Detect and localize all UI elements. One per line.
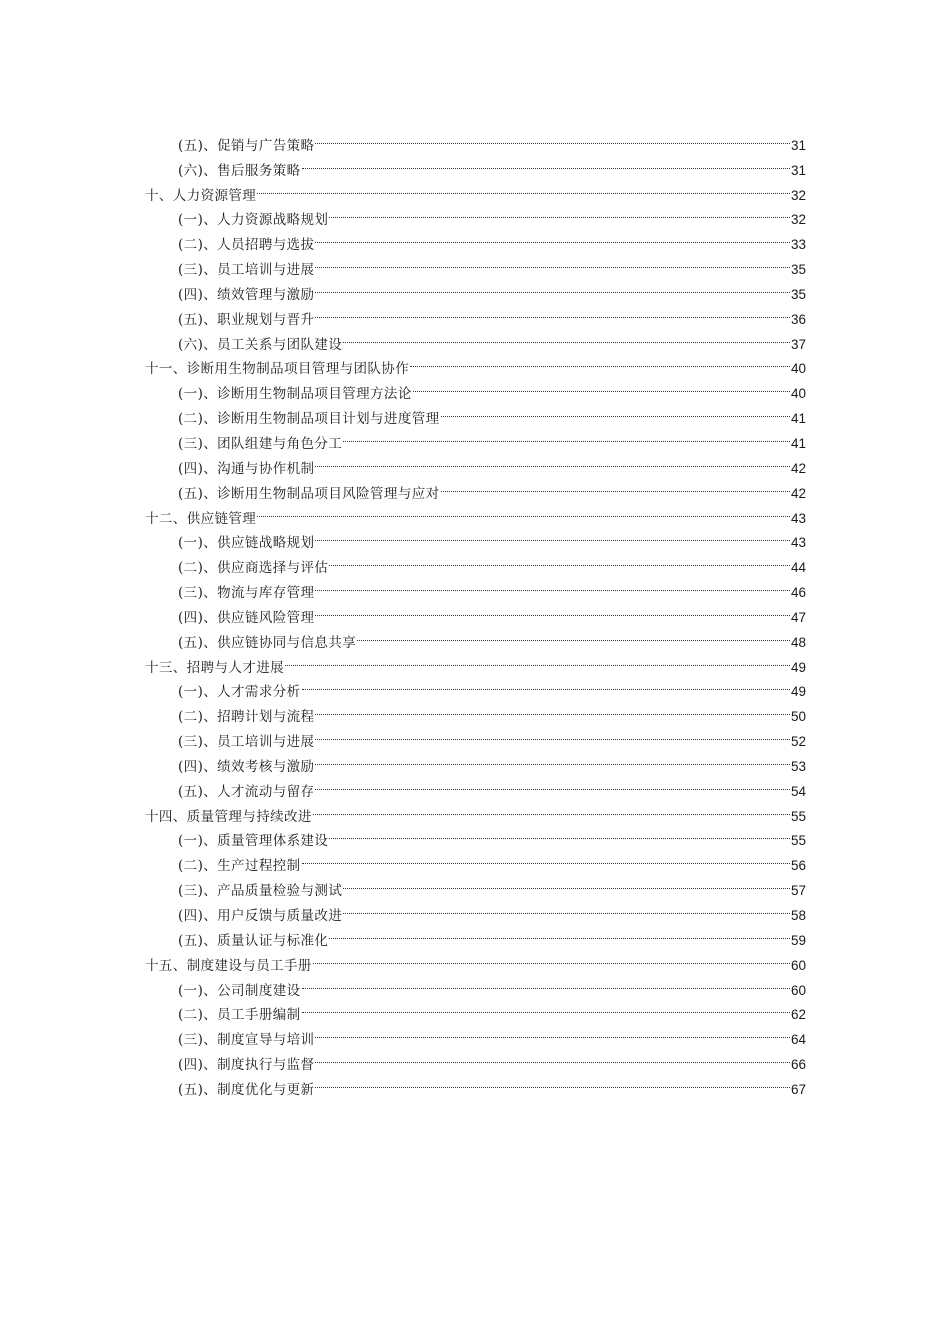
toc-dot-leader — [315, 1069, 790, 1094]
toc-dot-leader — [302, 672, 790, 697]
toc-page-number: 57 — [790, 883, 806, 899]
toc-entry-label: (四)、用户反馈与质量改进 — [178, 908, 343, 924]
toc-page-number: 35 — [790, 286, 806, 302]
toc-dot-leader — [315, 572, 790, 597]
toc-page-number: 50 — [790, 709, 806, 725]
toc-dot-leader — [313, 945, 790, 970]
toc-page-number: 66 — [790, 1057, 806, 1073]
toc-entry-label: (三)、制度宣导与培训 — [178, 1032, 315, 1049]
toc-entry-label: (三)、产品质量检验与测试 — [178, 883, 343, 900]
toc-page-number: 59 — [790, 932, 806, 948]
toc-entry-label: (五)、人才流动与留存 — [178, 783, 315, 800]
toc-dot-leader — [302, 995, 790, 1020]
toc-entry-label: (二)、诊断用生物制品项目计划与进度管理 — [178, 411, 440, 428]
toc-dot-leader — [315, 771, 790, 796]
toc-dot-leader — [315, 696, 790, 721]
toc-page-number: 31 — [790, 162, 806, 178]
toc-page-number: 49 — [790, 684, 806, 700]
toc-dot-leader — [329, 200, 790, 225]
toc-page-number: 43 — [790, 535, 806, 551]
toc-dot-leader — [257, 498, 790, 523]
toc-entry-label: (六)、售后服务策略 — [178, 162, 301, 179]
toc-page-number: 46 — [790, 585, 806, 601]
toc-entry-label: (二)、人员招聘与选拔 — [178, 237, 315, 254]
toc-entry-label: (五)、促销与广告策略 — [178, 137, 315, 154]
toc-dot-leader — [343, 324, 790, 349]
toc-dot-leader — [329, 821, 790, 846]
toc-dot-leader — [302, 845, 790, 870]
toc-entry-label: (五)、质量认证与标准化 — [178, 932, 329, 949]
toc-page-number: 42 — [790, 460, 806, 476]
toc-entry-label: (一)、人力资源战略规划 — [178, 212, 329, 229]
toc-page-number: 36 — [790, 311, 806, 327]
toc-page-number: 55 — [790, 808, 806, 824]
toc-dot-leader — [257, 175, 790, 200]
toc-page-number: 41 — [790, 411, 806, 427]
toc-page-number: 41 — [790, 435, 806, 451]
toc-entry-label: (三)、员工培训与进展 — [178, 262, 315, 279]
toc-dot-leader — [313, 796, 790, 821]
toc-page-number: 40 — [790, 361, 806, 377]
toc-dot-leader — [329, 920, 790, 945]
toc-page-number: 32 — [790, 212, 806, 228]
toc-entry-label: (一)、诊断用生物制品项目管理方法论 — [178, 386, 412, 403]
toc-entry-label: (四)、制度执行与监督 — [178, 1057, 315, 1074]
toc-dot-leader — [302, 970, 790, 995]
toc-page-number: 31 — [790, 137, 806, 153]
toc-page-number: 56 — [790, 858, 806, 874]
toc-page-number: 52 — [790, 734, 806, 750]
toc-dot-leader — [315, 448, 790, 473]
toc-dot-leader — [315, 597, 790, 622]
toc-entry-label: (二)、员工手册编制 — [178, 1007, 301, 1024]
toc-entry-label: (六)、员工关系与团队建设 — [178, 336, 343, 353]
toc-page-number: 47 — [790, 609, 806, 625]
toc-entry-label: (一)、公司制度建设 — [178, 982, 301, 999]
toc-page-number: 43 — [790, 510, 806, 526]
toc-entry-label: 十五、制度建设与员工手册 — [145, 957, 312, 974]
toc-page-number: 62 — [790, 1007, 806, 1023]
toc-entry-label: 十一、诊断用生物制品项目管理与团队协作 — [145, 361, 410, 378]
toc-dot-leader — [315, 1044, 790, 1069]
toc-page-number: 42 — [790, 485, 806, 501]
toc-page-number: 33 — [790, 237, 806, 253]
toc-entry-label: (二)、招聘计划与流程 — [178, 709, 315, 726]
toc-page-number: 60 — [790, 982, 806, 998]
toc-dot-leader — [285, 647, 790, 672]
toc-dot-leader — [410, 349, 790, 374]
toc-entry-label: (五)、职业规划与晋升 — [178, 311, 315, 328]
toc-page-number: 55 — [790, 833, 806, 849]
toc-dot-leader — [441, 398, 790, 423]
toc-section-entry[interactable] — [145, 125, 806, 154]
toc-entry-label: 十、人力资源管理 — [145, 187, 257, 204]
toc-dot-leader — [441, 473, 790, 498]
toc-page-number: 64 — [790, 1032, 806, 1048]
toc-entry-label: (五)、制度优化与更新 — [178, 1081, 315, 1098]
toc-dot-leader — [315, 523, 790, 548]
toc-page-number: 35 — [790, 262, 806, 278]
toc-entry-label: 十四、质量管理与持续改进 — [145, 808, 312, 825]
toc-entry-label: (四)、绩效管理与激励 — [178, 286, 315, 303]
toc-page-number: 58 — [790, 908, 806, 923]
toc-dot-leader — [315, 274, 790, 299]
toc-entry-label: 十二、供应链管理 — [145, 510, 257, 527]
toc-dot-leader — [343, 870, 790, 895]
toc-dot-leader — [315, 721, 790, 746]
toc-dot-leader — [413, 373, 790, 398]
toc-entry-label: (四)、供应链风险管理 — [178, 609, 315, 626]
toc-page-number: 53 — [790, 758, 806, 774]
toc-dot-leader — [315, 299, 790, 324]
toc-entry-label: (四)、绩效考核与激励 — [178, 758, 315, 775]
toc-page-number: 44 — [790, 560, 806, 576]
toc-page-number: 48 — [790, 634, 806, 650]
toc-page-number: 60 — [790, 957, 806, 973]
toc-page-number: 37 — [790, 336, 806, 352]
toc-page-number: 40 — [790, 386, 806, 402]
toc-entry-label: (一)、人才需求分析 — [178, 684, 301, 701]
toc-page-number: 54 — [790, 783, 806, 799]
toc-dot-leader — [315, 224, 790, 249]
toc-entry-label: (一)、供应链战略规划 — [178, 535, 315, 552]
toc-entry-label: (一)、质量管理体系建设 — [178, 833, 329, 850]
toc-entry-label: 十三、招聘与人才进展 — [145, 659, 284, 676]
toc-entry-label: (五)、供应链协同与信息共享 — [178, 634, 357, 651]
toc-page-number: 67 — [790, 1081, 806, 1097]
toc-dot-leader — [315, 125, 790, 150]
toc-dot-leader — [302, 150, 790, 175]
toc-entry-label: (三)、团队组建与角色分工 — [178, 435, 343, 452]
toc-dot-leader — [343, 423, 790, 448]
toc-dot-leader — [315, 1019, 790, 1044]
toc-dot-leader — [357, 622, 790, 647]
toc-dot-leader — [315, 746, 790, 771]
toc-page-number: 32 — [790, 187, 806, 203]
toc-entry-label: (二)、供应商选择与评估 — [178, 560, 329, 577]
toc-dot-leader — [343, 895, 790, 920]
table-of-contents — [145, 125, 806, 1098]
toc-page-number: 49 — [790, 659, 806, 675]
toc-dot-leader — [315, 249, 790, 274]
toc-dot-leader — [329, 547, 790, 572]
toc-entry-label: (三)、物流与库存管理 — [178, 585, 315, 602]
toc-entry-label: (五)、诊断用生物制品项目风险管理与应对 — [178, 485, 440, 502]
toc-entry-label: (二)、生产过程控制 — [178, 858, 301, 875]
toc-entry-label: (四)、沟通与协作机制 — [178, 460, 315, 477]
toc-entry-label: (三)、员工培训与进展 — [178, 734, 315, 751]
